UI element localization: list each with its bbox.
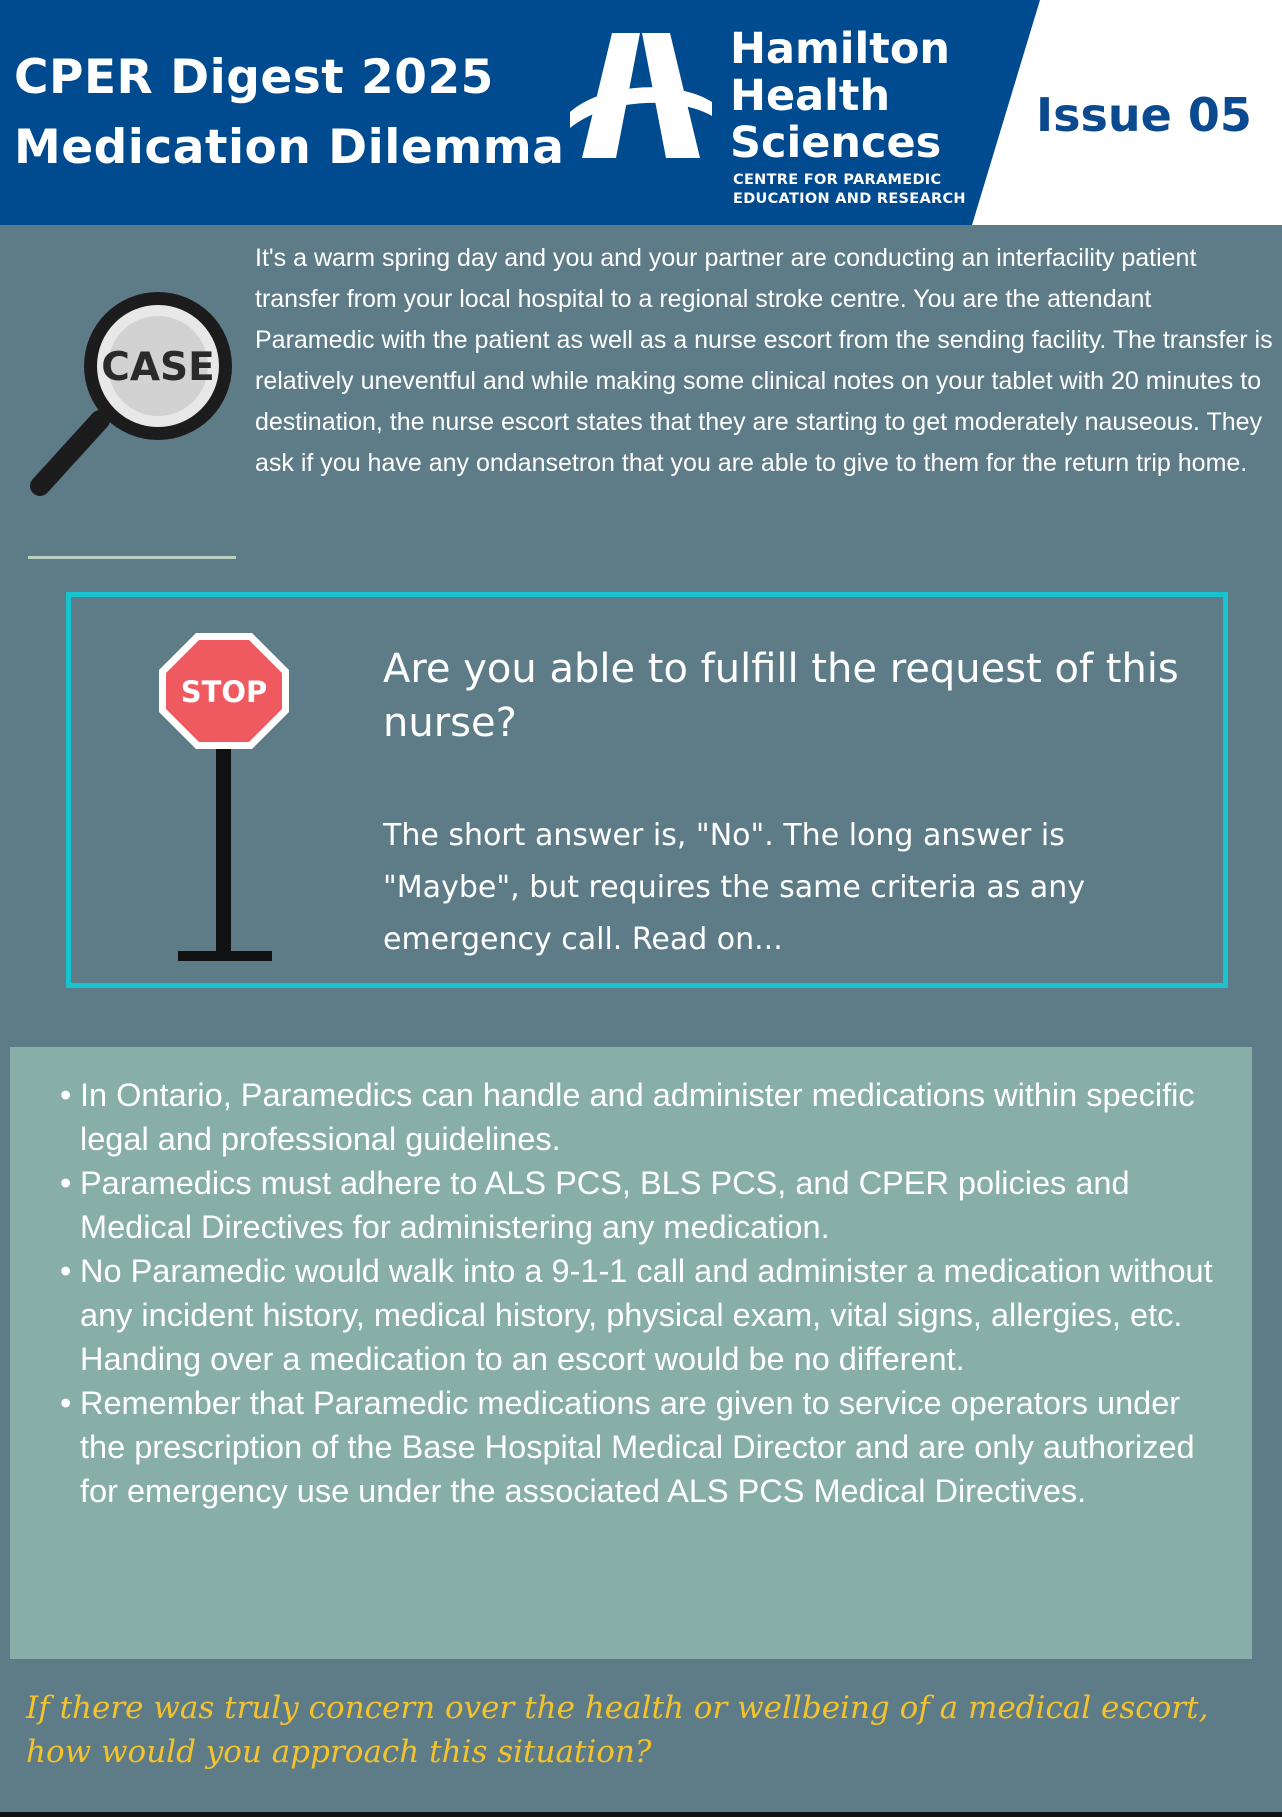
digest-subtitle: Medication Dilemma (14, 120, 565, 175)
list-item-text: Remember that Paramedic medications are given to service operators under the prescription of the Base Hospital Medical Director and are only authorized for emergency use under the associated ALS PCS Medical Directives. (80, 1385, 1195, 1509)
list-item (60, 1249, 1222, 1381)
list-item (60, 1073, 1222, 1161)
key-points-list (60, 1073, 1222, 1513)
logo-name-line: Hamilton (730, 24, 950, 74)
callout-question: Are you able to fulfill the request of this nurse? (383, 646, 1179, 746)
list-item (60, 1161, 1222, 1249)
logo-subtitle-line: EDUCATION AND RESEARCH (733, 191, 966, 207)
case-icon-label: CASE (101, 345, 215, 390)
list-item (60, 1381, 1222, 1513)
section-divider (28, 556, 236, 559)
page-bottom-rule (0, 1812, 1282, 1817)
logo-name-line: Health (730, 71, 891, 121)
bullet-icon: • (60, 1253, 72, 1289)
hhs-logo-icon (566, 28, 716, 163)
case-scenario-text: It's a warm spring day and you and your partner are conducting an interfacility patient transfer from your local hospital to a regional stroke centre. You are the attendant Paramedic with the patient as well as a nurse escort from the sending facility. The transfer is relatively uneventful and while making some clinical notes on your tablet with 20 minutes to destination, the nurse escort states that they are starting to get moderately nauseous. They ask if you have any ondansetron that you are able to give to them for the return trip home. (255, 244, 1273, 477)
logo-subtitle-line: CENTRE FOR PARAMEDIC (733, 172, 942, 188)
bullet-icon: • (60, 1165, 72, 1201)
header-banner (0, 0, 1282, 225)
issue-number: Issue 05 (1036, 88, 1252, 142)
list-item-text: No Paramedic would walk into a 9-1-1 call and administer a medication without any incident history, medical history, physical exam, vital signs, allergies, etc. Handing over a medication to an escort would be no different. (80, 1253, 1213, 1377)
bullet-icon: • (60, 1385, 72, 1421)
list-item-text: Paramedics must adhere to ALS PCS, BLS PCS, and CPER policies and Medical Directives for administering any medication. (80, 1165, 1130, 1245)
list-item-text: In Ontario, Paramedics can handle and administer medications within specific legal and professional guidelines. (80, 1077, 1195, 1157)
callout-answer: The short answer is, "No". The long answer is "Maybe", but requires the same criteria as any emergency call. Read on... (383, 818, 1086, 957)
magnifying-glass-icon (26, 290, 236, 500)
digest-title: CPER Digest 2025 (14, 50, 494, 105)
stop-sign-icon (156, 630, 292, 966)
closing-question: If there was truly concern over the health or wellbeing of a medical escort, how would you approach this situation? (26, 1690, 1209, 1770)
stop-sign-label: STOP (180, 675, 268, 709)
logo-name-line: Sciences (730, 118, 942, 168)
key-points-panel (10, 1047, 1252, 1659)
bullet-icon: • (60, 1077, 72, 1113)
